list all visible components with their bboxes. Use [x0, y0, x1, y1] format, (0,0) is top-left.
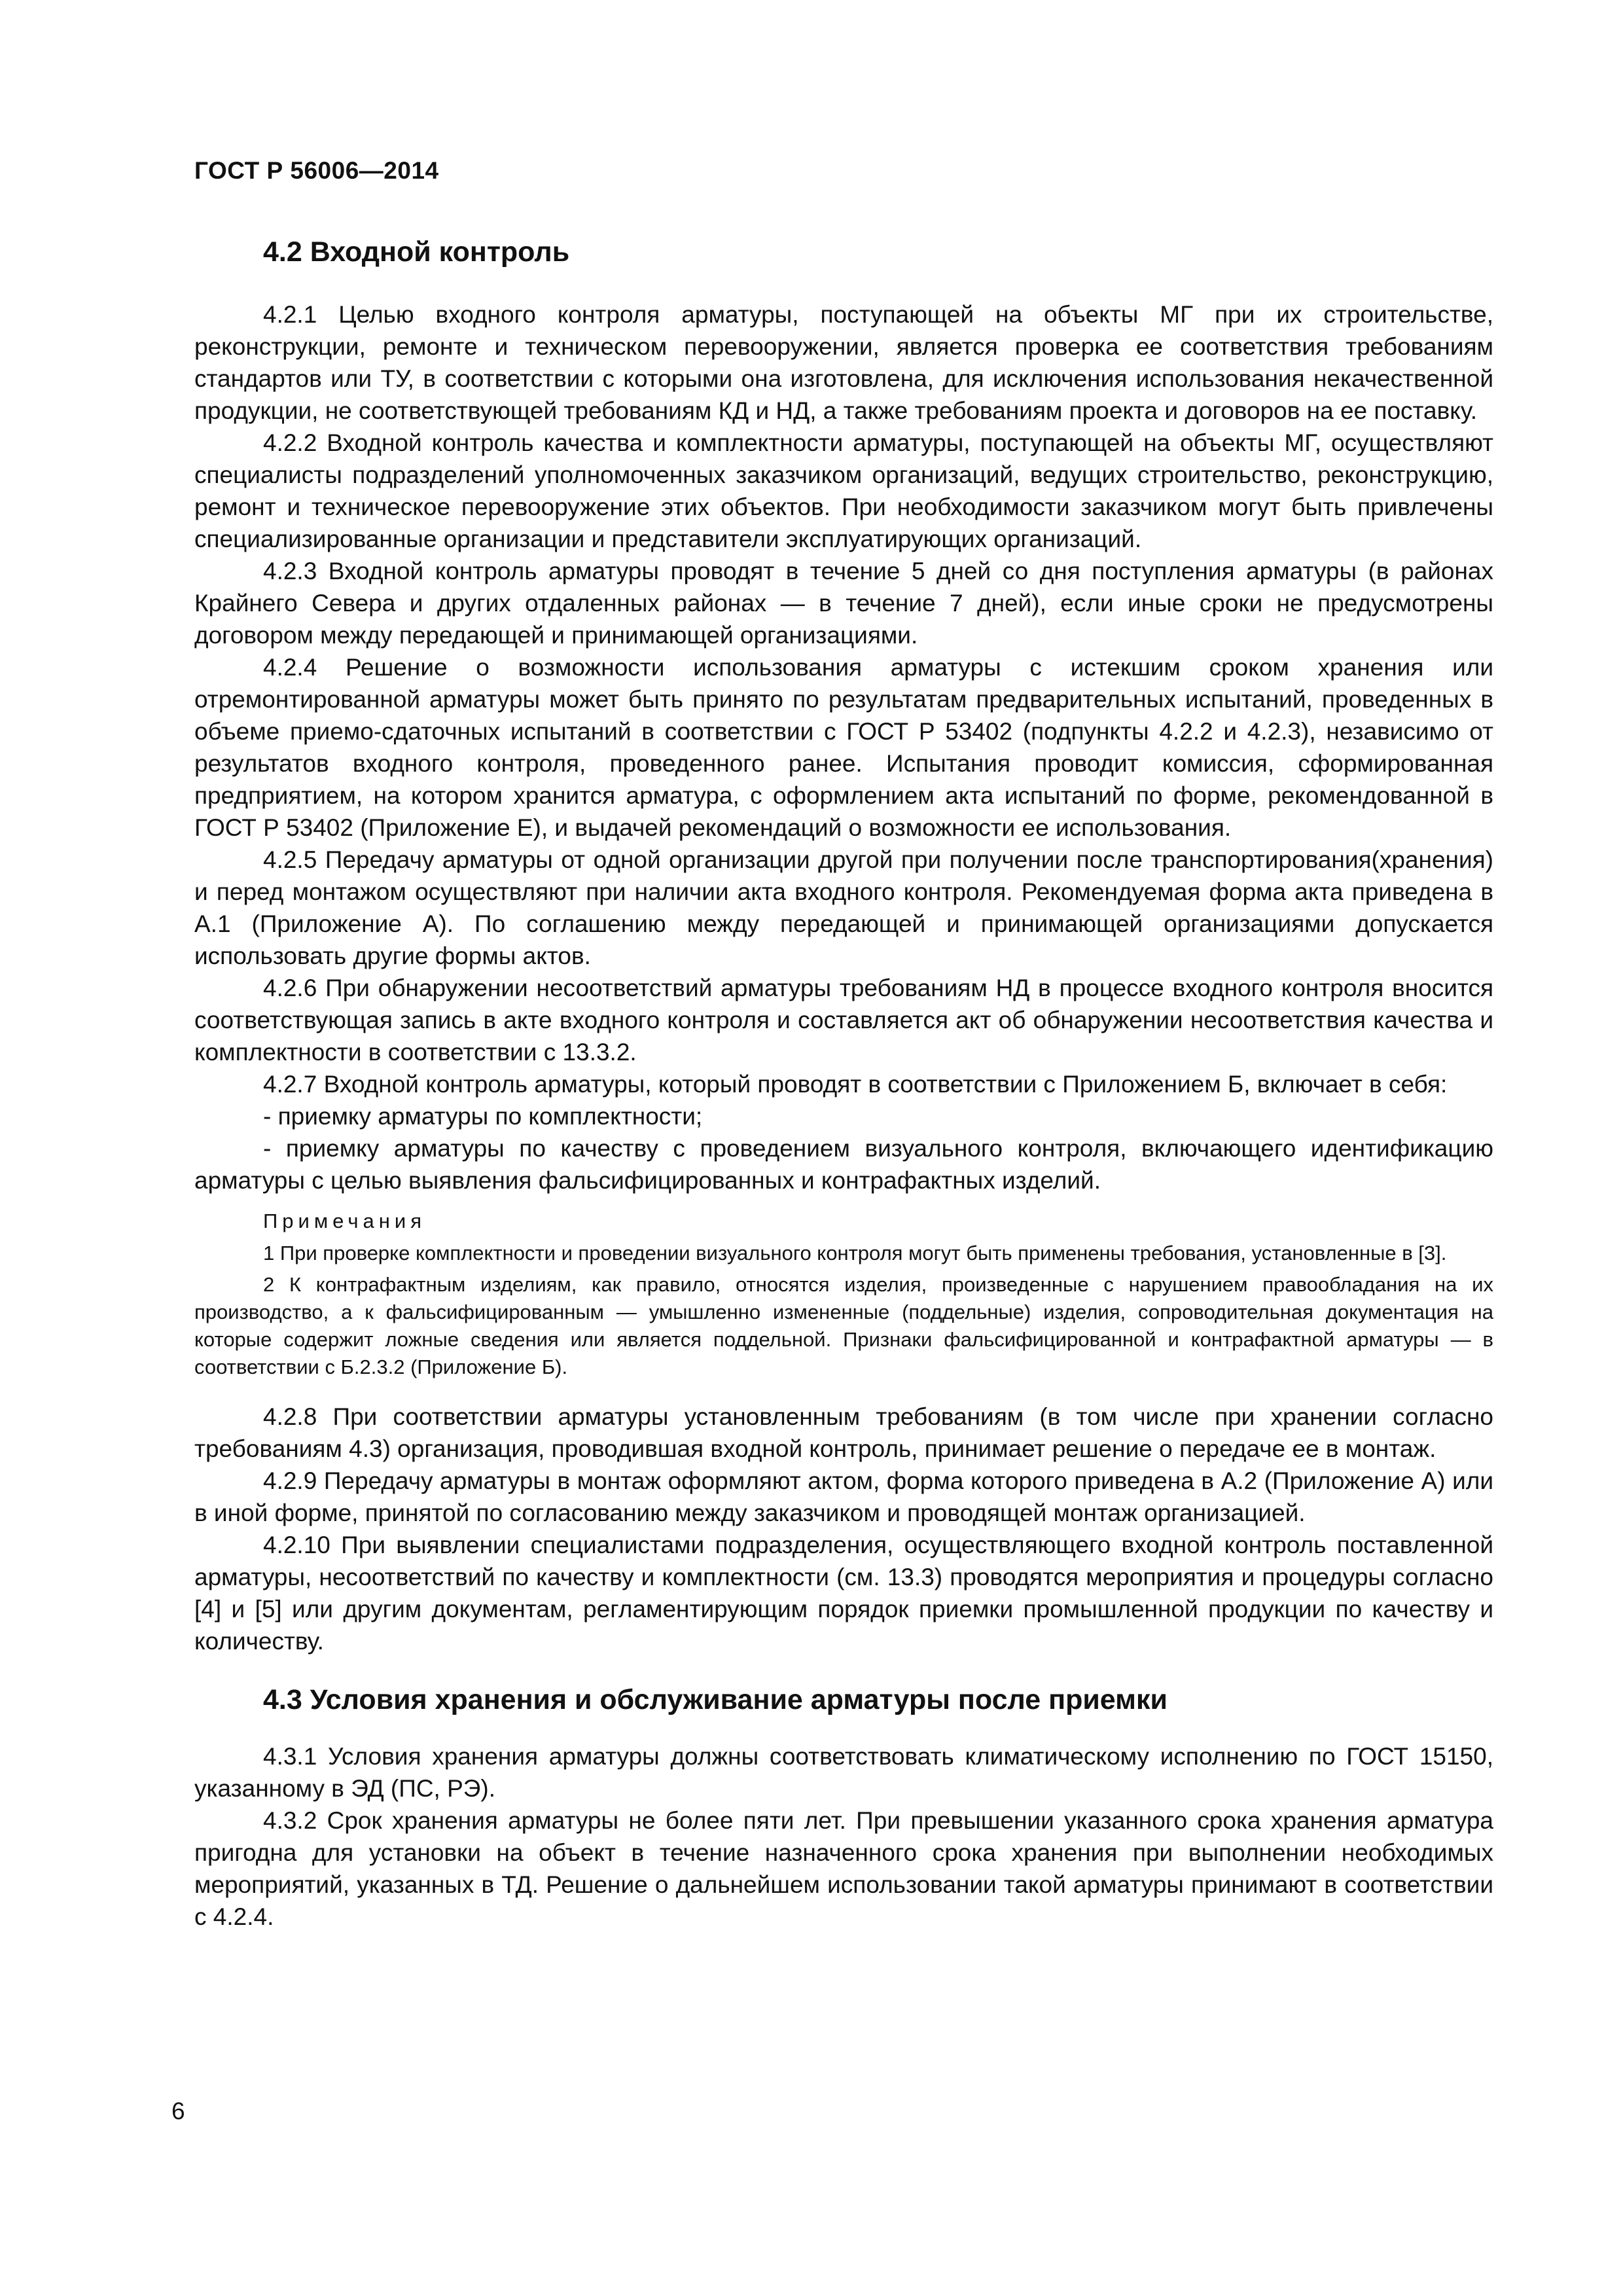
notes-spacer	[194, 1385, 1493, 1401]
list-item-quality: - приемку арматуры по качеству с проведением визуального контроля, включающего идентификацию арматуры с целью выявления фальсифицированных и контрафактных изделий.	[194, 1134, 1493, 1194]
note-2: 2 К контрафактным изделиям, как правило, относятся изделия, произведенные с нарушением правообладания на их производство, а к фальсифицированным — умышленно измененные (поддельные) изделия, сопроводительная документация на которые содержит ложные сведения или является поддельной. Признаки фальсифицированной и контрафактной арматуры — в соответствии с Б.2.3.2 (Приложение Б).	[194, 1272, 1493, 1378]
paragraph-4-2-1: 4.2.1 Целью входного контроля арматуры, поступающей на объекты МГ при их строительстве, реконструкции, ремонте и техническом перевооружении, является проверка ее соответствия требованиям стандартов или ТУ, в соответствии с которыми она изготовлена, для исключения использования некачественной продукции, не соответствующей требованиям КД и НД, а также требованиям проекта и договоров на ее поставку.	[194, 300, 1493, 424]
paragraph-4-2-10: 4.2.10 При выявлении специалистами подразделения, осуществляющего входной контроль поставленной арматуры, несоответствий по качеству и комплектности (см. 13.3) проводятся мероприятия и процедуры согласно [4] и [5] или другим документам, регламентирующим порядок приемки промышленной продукции по качеству и количеству.	[194, 1531, 1493, 1655]
page-number: 6	[171, 2098, 185, 2125]
note-1: 1 При проверке комплектности и проведении визуального контроля могут быть применены требования, установленные в [3].	[263, 1241, 1447, 1265]
paragraph-4-2-9: 4.2.9 Передачу арматуры в монтаж оформляют актом, форма которого приведена в А.2 (Приложение А) или в иной форме, принятой по согласованию между заказчиком и проводящей монтаж организацией.	[194, 1467, 1493, 1526]
document-code-header: ГОСТ Р 56006—2014	[194, 157, 439, 184]
section-title-4-2: 4.2 Входной контроль	[263, 236, 570, 268]
paragraph-4-3-1: 4.3.1 Условия хранения арматуры должны соответствовать климатическому исполнению по ГОСТ 15150, указанному в ЭД (ПС, РЭ).	[194, 1743, 1493, 1803]
paragraph-4-2-8: 4.2.8 При соответствии арматуры установленным требованиям (в том числе при хранении согласно требованиям 4.3) организация, проводившая входной контроль, принимает решение о передаче ее в монтаж.	[194, 1403, 1493, 1462]
paragraph-4-2-4: 4.2.4 Решение о возможности использования арматуры с истекшим сроком хранения или отремонтированной арматуры может быть принято по результатам предварительных испытаний, проведенных в объеме приемо-сдаточных испытаний в соответствии с ГОСТ Р 53402 (подпункты 4.2.2 и 4.2.3), независимо от результатов входного контроля, проведенного ранее. Испытания проводит комиссия, сформированная предприятием, на котором хранится арматура, с оформлением акта испытаний по форме, рекомендованной в ГОСТ Р 53402 (Приложение Е), и выдачей рекомендаций о возможности ее использования.	[194, 653, 1493, 841]
paragraph-4-2-2: 4.2.2 Входной контроль качества и комплектности арматуры, поступающей на объекты МГ, осуществляют специалисты подразделений уполномоченных заказчиком организаций, ведущих строительство, реконструкцию, ремонт и техническое перевооружение этих объектов. При необходимости заказчиком могут быть привлечены специализированные организации и представители эксплуатирующих организаций.	[194, 429, 1493, 552]
list-item-completeness: - приемку арматуры по комплектности;	[263, 1102, 703, 1130]
paragraph-4-3-2: 4.3.2 Срок хранения арматуры не более пяти лет. При превышении указанного срока хранения арматура пригодна для установки на объект в течение назначенного срока хранения при выполнении необходимых мероприятий, указанных в ТД. Решение о дальнейшем использовании такой арматуры принимают в соответствии с 4.2.4.	[194, 1807, 1493, 1931]
paragraph-4-2-5: 4.2.5 Передачу арматуры от одной организации другой при получении после транспортирования(хранения) и перед монтажом осуществляют при наличии акта входного контроля. Рекомендуемая форма акта приведена в А.1 (Приложение А). По соглашению между передающей и принимающей организациями допускается использовать другие формы актов.	[194, 846, 1493, 969]
notes-title: Примечания	[263, 1209, 426, 1232]
paragraph-4-2-6: 4.2.6 При обнаружении несоответствий арматуры требованиям НД в процессе входного контроля вносится соответствующая запись в акте входного контроля и составляется акт об обнаружении несоответствия качества и комплектности в соответствии с 13.3.2.	[194, 974, 1493, 1066]
section-title-4-3: 4.3 Условия хранения и обслуживание арматуры после приемки	[263, 1683, 1168, 1715]
paragraph-4-2-3: 4.2.3 Входной контроль арматуры проводят в течение 5 дней со дня поступления арматуры (в районах Крайнего Севера и других отдаленных районах — в течение 7 дней), если иные сроки не предусмотрены договором между передающей и принимающей организациями.	[194, 557, 1493, 649]
paragraph-4-2-7: 4.2.7 Входной контроль арматуры, который проводят в соответствии с Приложением Б, включает в себя:	[263, 1070, 1448, 1098]
